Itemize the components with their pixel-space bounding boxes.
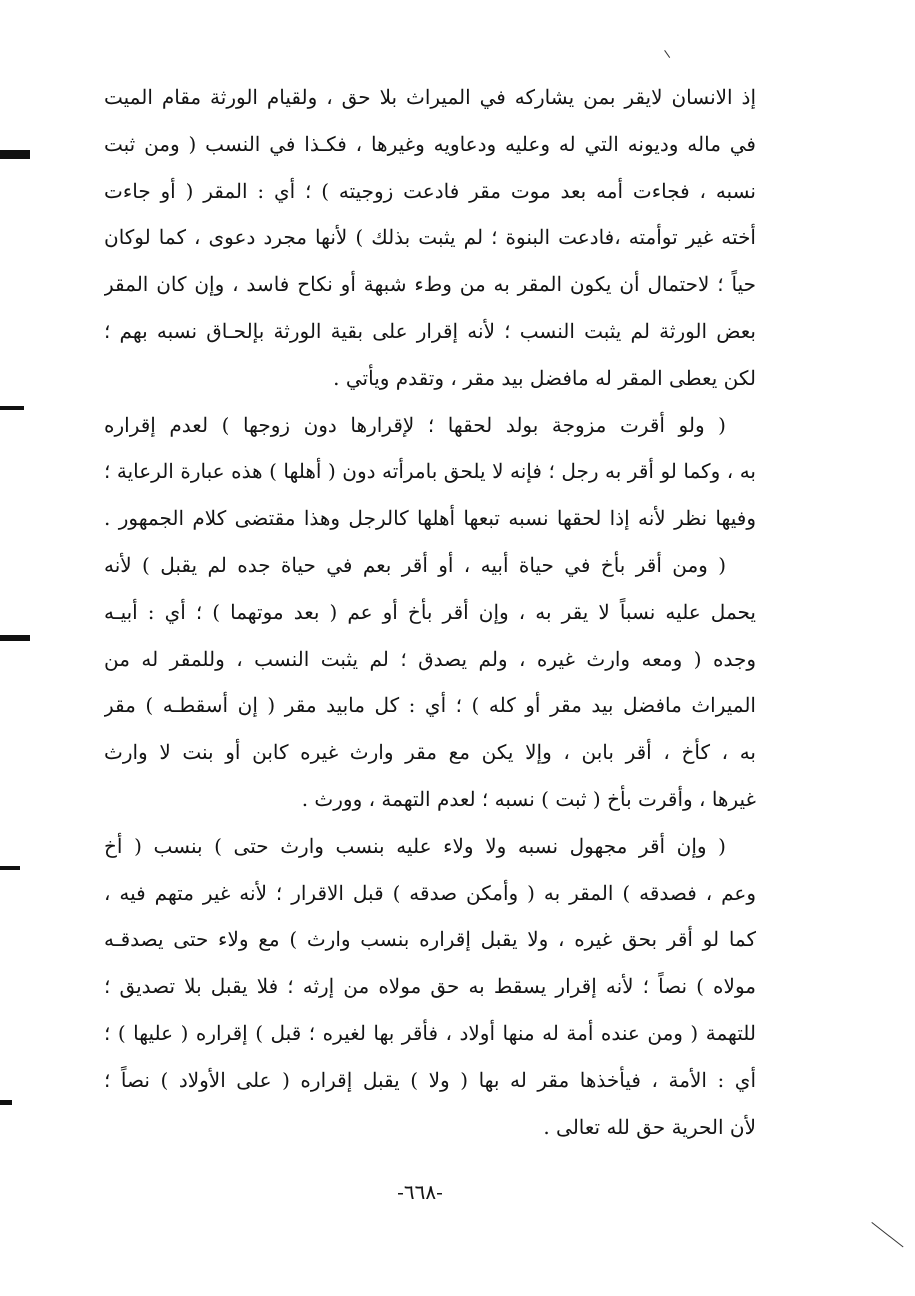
margin-mark	[0, 635, 30, 641]
margin-mark	[0, 150, 30, 159]
text-line: به ، كأخ ، أقر بابن ، وإلا يكن مع مقر وارث غيره كابن أو بنت لا وارث	[104, 740, 756, 765]
margin-mark	[0, 406, 24, 410]
text-line: للتهمة ( ومن عنده أمة له منها أولاد ، فأقر بها لغيره ؛ قبل ) إقراره ( عليها ) ؛	[104, 1020, 756, 1045]
text-line: به ، وكما لو أقر به رجل ؛ فإنه لا يلحق بامرأته دون ( أهلها ) هذه عبارة الرعاية ؛	[104, 459, 756, 484]
text-line: نسبه ، فجاءت أمه بعد موت مقر فادعت زوجيته ) ؛ أي : المقر ( أو جاءت	[104, 178, 756, 203]
text-line: ( ومن أقر بأخ في حياة أبيه ، أو أقر بعم في حياة جده لم يقبل ) لأنه	[104, 552, 726, 577]
page-number: -٦٦٨-	[397, 1180, 443, 1204]
body-text	[104, 74, 756, 1150]
scan-smudge	[871, 1222, 903, 1247]
text-line: ( وإن أقر مجهول نسبه ولا ولاء عليه بنسب وارث حتى ) بنسب ( أخ	[104, 833, 726, 858]
text-line: إذ الانسان لايقر بمن يشاركه في الميراث بلا حق ، ولقيام الورثة مقام الميت	[104, 85, 756, 109]
text-line: لأن الحرية حق لله تعالى .	[543, 1114, 756, 1139]
text-line: في ماله وديونه التي له وعليه ودعاويه وغيرها ، فكـذا في النسب ( ومن ثبت	[104, 131, 756, 156]
text-line: ( ولو أقرت مزوجة بولد لحقها ؛ لإقرارها دون زوجها ) لعدم إقراره	[104, 412, 726, 437]
text-line: الميراث مافضل بيد مقر أو كله ) ؛ أي : كل مابيد مقر ( إن أسقطـه ) مقر	[104, 693, 756, 718]
text-line: حياً ؛ لاحتمال أن يكون المقر به من وطء شبهة أو نكاح فاسد ، وإن كان المقر	[104, 272, 756, 297]
text-line: وفيها نظر لأنه إذا لحقها نسبه تبعها أهلها كالرجل وهذا مقتضى كلام الجمهور .	[104, 506, 756, 531]
text-line: أخته غير توأمته ،فادعت البنوة ؛ لم يثبت بذلك ) لأنها مجرد دعوى ، كما لوكان	[104, 225, 756, 250]
margin-mark	[0, 866, 20, 870]
text-line: مولاه ) نصاً ؛ لأنه إقرار يسقط به حق مولاه من إرثه ؛ فلا يقبل بلا تصديق ؛	[104, 974, 756, 999]
text-line: أي : الأمة ، فيأخذها مقر له بها ( ولا ) يقبل إقراره ( على الأولاد ) نصاً ؛	[104, 1067, 756, 1092]
text-line: كما لو أقر بحق غيره ، ولا يقبل إقراره بنسب وارث ) مع ولاء حتى يصدقـه	[104, 927, 756, 952]
scan-smudge	[664, 50, 670, 58]
margin-mark	[0, 1100, 12, 1105]
text-line: غيرها ، وأقرت بأخ ( ثبت ) نسبه ؛ لعدم التهمة ، وورث .	[301, 786, 756, 811]
text-line: وعم ، فصدقه ) المقر به ( وأمكن صدقه ) قبل الاقرار ؛ لأنه غير متهم فيه ،	[104, 880, 756, 905]
text-line: يحمل عليه نسباً لا يقر به ، وإن أقر بأخ أو عم ( بعد موتهما ) ؛ أي : أبيـه	[104, 599, 756, 624]
text-line: لكن يعطى المقر له مافضل بيد مقر ، وتقدم ويأتي .	[333, 365, 756, 390]
text-line: بعض الورثة لم يثبت النسب ؛ لأنه إقرار على بقية الورثة بإلحـاق نسبه بهم ؛	[104, 318, 756, 343]
text-line: وجده ( ومعه وارث غيره ، ولم يصدق ؛ لم يثبت النسب ، وللمقر له من	[104, 646, 756, 671]
